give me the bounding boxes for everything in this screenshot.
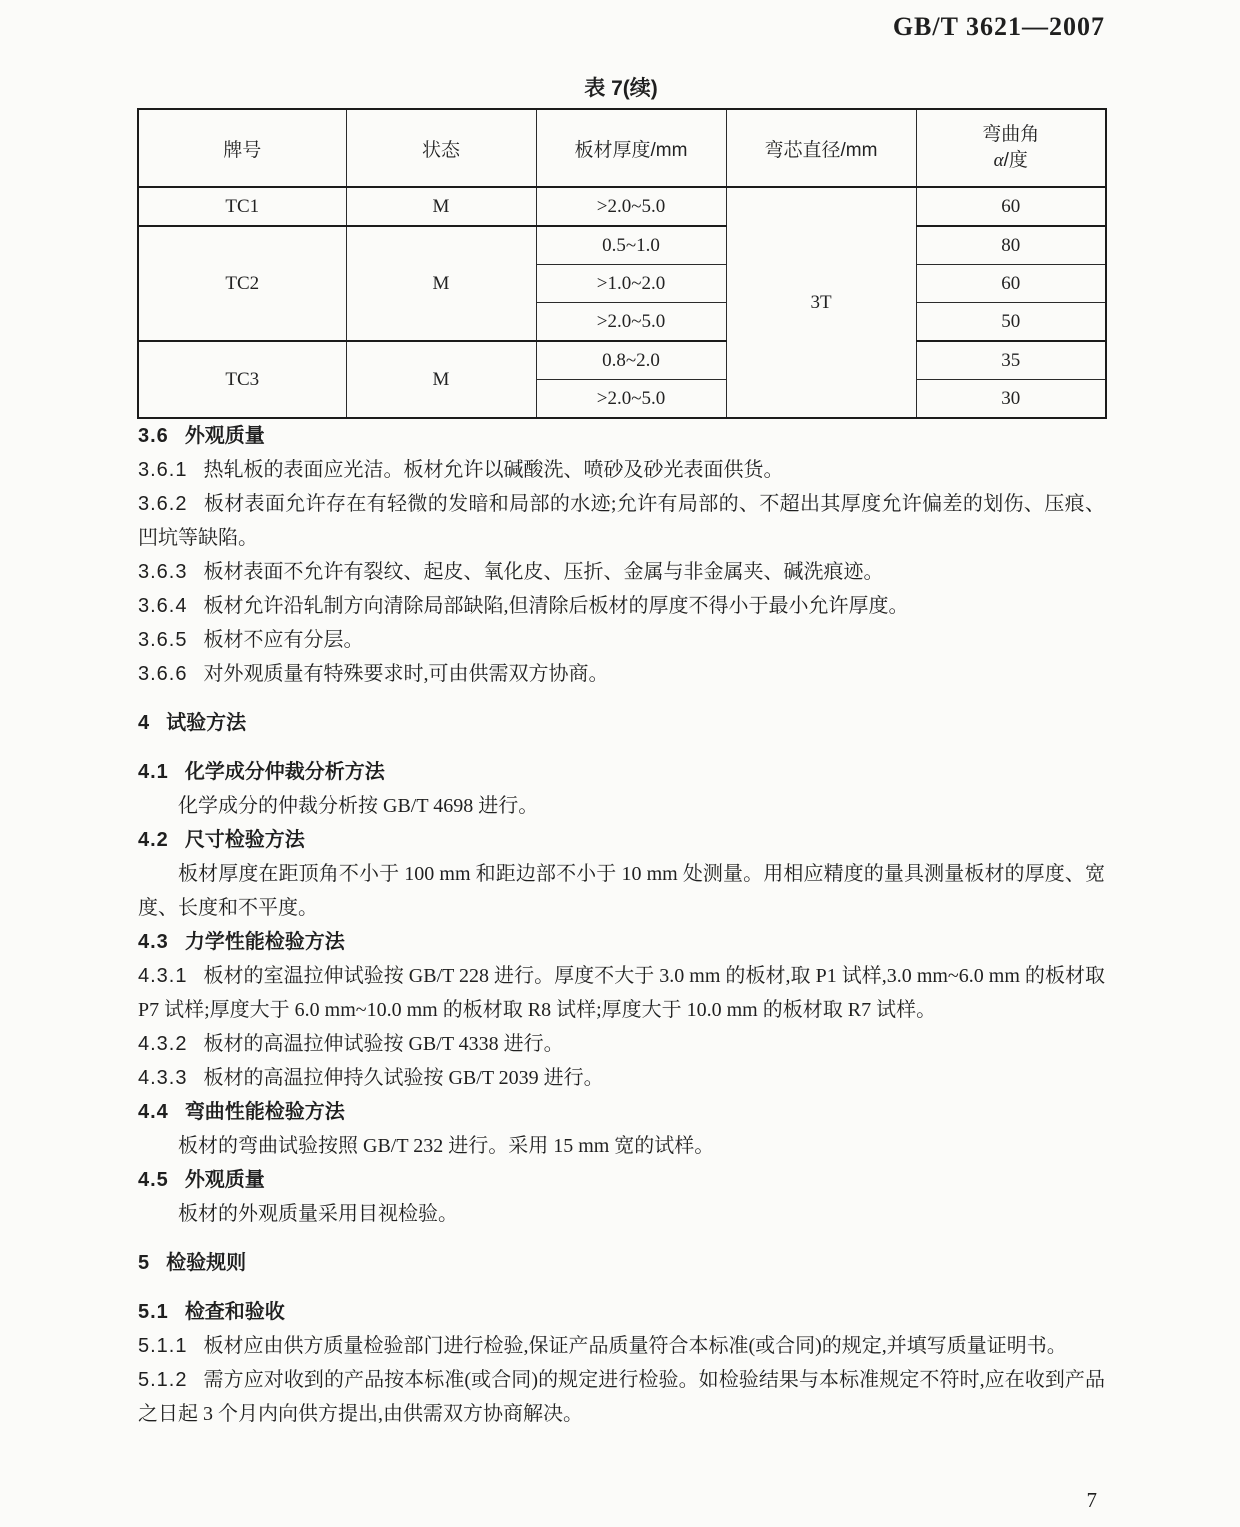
clause-text: 板材不应有分层。 — [203, 629, 364, 651]
heading-text: 外观质量 — [184, 1169, 265, 1191]
clause-text: 对外观质量有特殊要求时,可由供需双方协商。 — [203, 663, 609, 685]
clause-5-1-2 — [138, 1363, 1105, 1431]
clause-text: 板材的高温拉伸试验按 GB/T 4338 进行。 — [203, 1033, 564, 1055]
heading-text: 试验方法 — [166, 712, 247, 734]
col-header-grade: 牌号 — [138, 109, 346, 187]
clause-number: 4.4 — [138, 1101, 169, 1123]
heading-text: 检验规则 — [166, 1252, 247, 1274]
angle-cell: 60 — [916, 265, 1106, 303]
clause-number: 3.6.6 — [138, 663, 188, 685]
clause-text: 板材的室温拉伸试验按 GB/T 228 进行。厚度不大于 3.0 mm 的板材,取 P1 试样,3.0 mm~6.0 mm 的板材取 P7 试样;厚度大于 6.0 mm~10.0 mm 的板材取 R8 试样;厚度大于 10.0 mm 的板材取 R7 试样。 — [138, 965, 1105, 1021]
table-row — [138, 226, 1106, 265]
thickness-cell: >2.0~5.0 — [536, 187, 726, 226]
thickness-cell: 0.5~1.0 — [536, 226, 726, 265]
col-header-thickness: 板材厚度/mm — [536, 109, 726, 187]
clause-3-6-1 — [138, 453, 1105, 487]
clause-number: 3.6.5 — [138, 629, 188, 651]
clause-4-3-3 — [138, 1061, 1105, 1095]
document-body — [138, 419, 1105, 1431]
clause-number: 3.6.1 — [138, 459, 188, 481]
heading-4-5 — [138, 1163, 1105, 1197]
clause-number: 4.3.2 — [138, 1033, 188, 1055]
heading-4-1 — [138, 755, 1105, 789]
clause-number: 4.3 — [138, 931, 169, 953]
bend-angle-unit — [917, 148, 1106, 174]
clause-4-3-2 — [138, 1027, 1105, 1061]
table-row — [138, 187, 1106, 226]
bend-test-table — [137, 108, 1107, 419]
heading-text: 弯曲性能检验方法 — [184, 1101, 345, 1123]
clause-3-6-4 — [138, 589, 1105, 623]
heading-4-4 — [138, 1095, 1105, 1129]
clause-number: 3.6.4 — [138, 595, 188, 617]
heading-4-3 — [138, 925, 1105, 959]
heading-text: 外观质量 — [184, 425, 265, 447]
clause-text: 板材表面允许存在有轻微的发暗和局部的水迹;允许有局部的、不超出其厚度允许偏差的划伤、压痕、凹坑等缺陷。 — [138, 493, 1105, 549]
clause-4-3-1 — [138, 959, 1105, 1027]
alpha-symbol: α — [993, 150, 1004, 171]
heading-text: 化学成分仲裁分析方法 — [184, 761, 385, 783]
heading-text: 检查和验收 — [184, 1301, 285, 1323]
paragraph-4-2: 板材厚度在距顶角不小于 100 mm 和距边部不小于 10 mm 处测量。用相应精度的量具测量板材的厚度、宽度、长度和不平度。 — [138, 863, 1105, 919]
grade-cell: TC2 — [138, 226, 346, 341]
clause-text: 板材表面不允许有裂纹、起皮、氧化皮、压折、金属与非金属夹、碱洗痕迹。 — [203, 561, 884, 583]
state-cell: M — [346, 187, 536, 226]
clause-text: 板材应由供方质量检验部门进行检验,保证产品质量符合本标准(或合同)的规定,并填写质量证明书。 — [203, 1335, 1067, 1357]
bend-core-cell: 3T — [726, 187, 916, 418]
clause-number: 3.6.3 — [138, 561, 188, 583]
thickness-cell: 0.8~2.0 — [536, 341, 726, 380]
heading-4-2 — [138, 823, 1105, 857]
clause-3-6-5 — [138, 623, 1105, 657]
table-row — [138, 341, 1106, 380]
clause-3-6-3 — [138, 555, 1105, 589]
clause-number: 4.2 — [138, 829, 169, 851]
thickness-cell: >2.0~5.0 — [536, 380, 726, 419]
clause-text: 板材允许沿轧制方向清除局部缺陷,但清除后板材的厚度不得小于最小允许厚度。 — [203, 595, 909, 617]
state-cell: M — [346, 226, 536, 341]
angle-unit-text: /度 — [1003, 150, 1028, 171]
paragraph-4-1: 化学成分的仲裁分析按 GB/T 4698 进行。 — [178, 795, 539, 817]
clause-number: 3.6 — [138, 425, 169, 447]
paragraph-4-4: 板材的弯曲试验按照 GB/T 232 进行。采用 15 mm 宽的试样。 — [178, 1135, 715, 1157]
section-number: 4 — [138, 712, 151, 734]
angle-cell: 35 — [916, 341, 1106, 380]
col-header-state: 状态 — [346, 109, 536, 187]
clause-3-6-2 — [138, 487, 1105, 555]
heading-3-6 — [138, 419, 1105, 453]
clause-3-6-6 — [138, 657, 1105, 691]
clause-5-1-1 — [138, 1329, 1105, 1363]
bend-angle-header-stack — [917, 122, 1106, 174]
table-title: 表 7(续) — [584, 77, 658, 100]
angle-cell: 80 — [916, 226, 1106, 265]
heading-4 — [138, 706, 1105, 740]
clause-number: 3.6.2 — [138, 493, 188, 515]
paragraph-4-5: 板材的外观质量采用目视检验。 — [178, 1203, 458, 1225]
heading-5-1 — [138, 1295, 1105, 1329]
clause-number: 5.1.2 — [138, 1369, 188, 1391]
clause-number: 5.1.1 — [138, 1335, 188, 1357]
grade-cell: TC3 — [138, 341, 346, 418]
angle-cell: 30 — [916, 380, 1106, 419]
clause-text: 需方应对收到的产品按本标准(或合同)的规定进行检验。如检验结果与本标准规定不符时,应在收到产品之日起 3 个月内向供方提出,由供需双方协商解决。 — [138, 1369, 1105, 1425]
clause-number: 5.1 — [138, 1301, 169, 1323]
clause-number: 4.3.1 — [138, 965, 188, 987]
heading-text: 尺寸检验方法 — [184, 829, 305, 851]
clause-text: 热轧板的表面应光洁。板材允许以碱酸洗、喷砂及砂光表面供货。 — [203, 459, 784, 481]
page-number: 7 — [1086, 1488, 1097, 1512]
thickness-cell: >1.0~2.0 — [536, 265, 726, 303]
heading-5 — [138, 1246, 1105, 1280]
angle-cell: 60 — [916, 187, 1106, 226]
heading-text: 力学性能检验方法 — [184, 931, 345, 953]
section-number: 5 — [138, 1252, 151, 1274]
bend-angle-label: 弯曲角 — [982, 124, 1040, 145]
clause-text: 板材的高温拉伸持久试验按 GB/T 2039 进行。 — [203, 1067, 604, 1089]
clause-number: 4.1 — [138, 761, 169, 783]
clause-number: 4.5 — [138, 1169, 169, 1191]
angle-cell: 50 — [916, 303, 1106, 342]
clause-number: 4.3.3 — [138, 1067, 188, 1089]
thickness-cell: >2.0~5.0 — [536, 303, 726, 342]
table-header-row — [138, 109, 1106, 187]
standard-number: GB/T 3621—2007 — [892, 12, 1105, 41]
state-cell: M — [346, 341, 536, 418]
col-header-bend-core: 弯芯直径/mm — [726, 109, 916, 187]
col-header-bend-angle — [916, 109, 1106, 187]
grade-cell: TC1 — [138, 187, 346, 226]
